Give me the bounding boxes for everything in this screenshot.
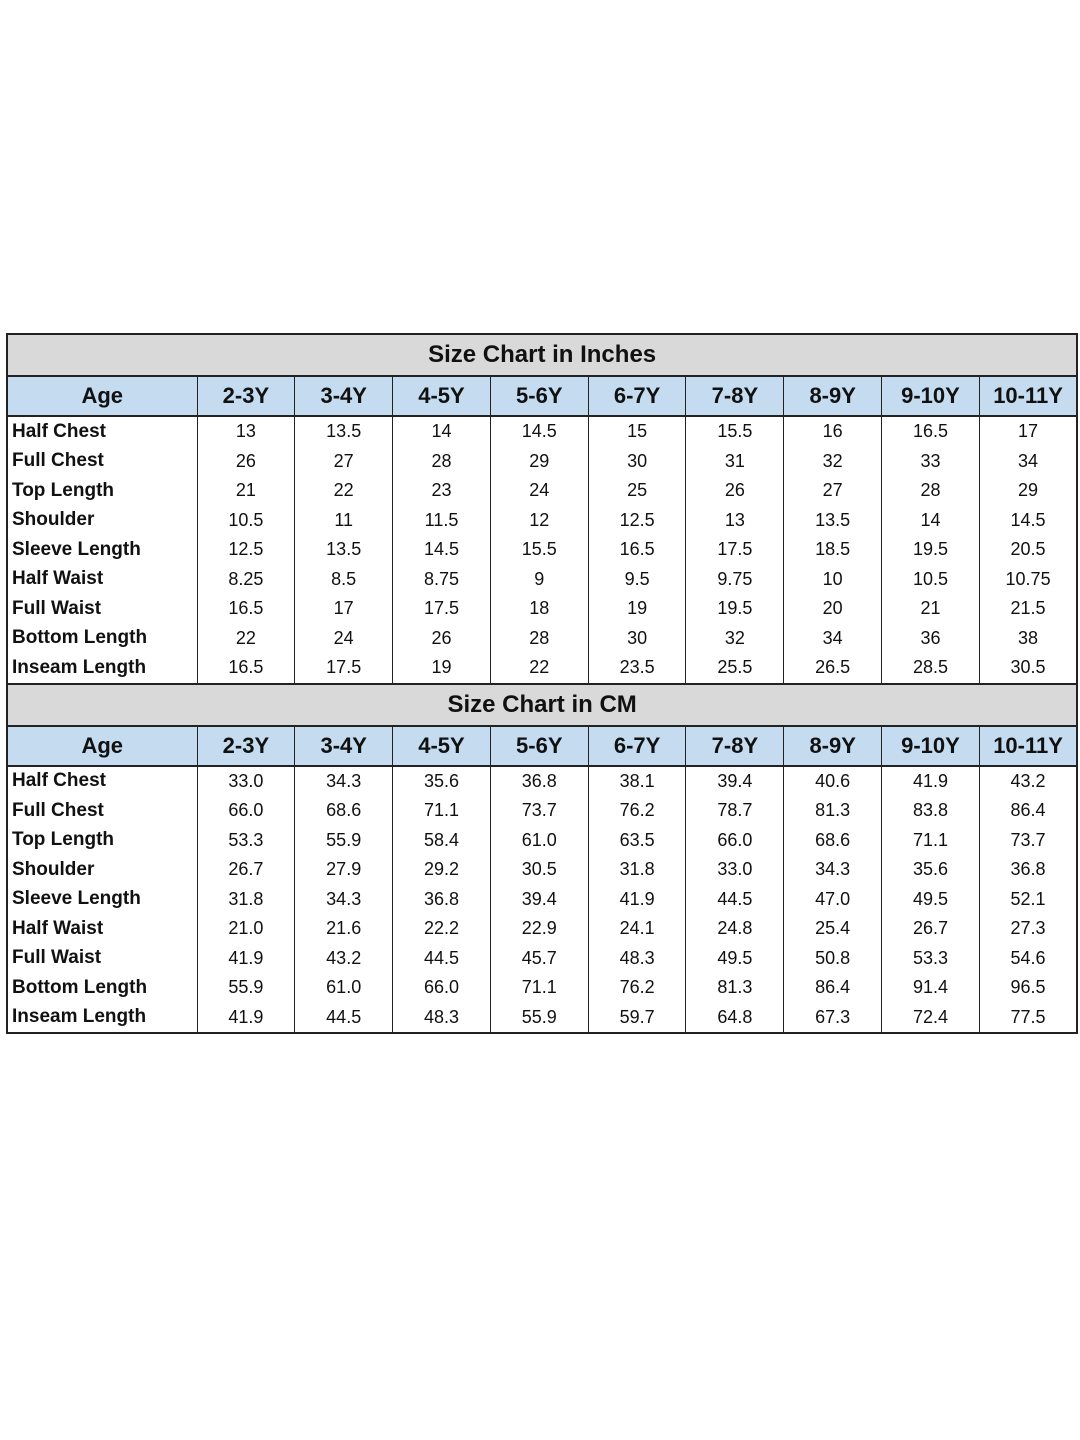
measurement-value: 50.8 — [784, 944, 882, 974]
measurement-value: 32 — [784, 447, 882, 477]
measurement-value: 15.5 — [686, 416, 784, 447]
measurement-value: 28.5 — [882, 653, 980, 684]
measurement-label: Shoulder — [7, 855, 197, 885]
measurement-value: 11.5 — [393, 506, 491, 536]
measurement-value: 8.25 — [197, 565, 295, 595]
table-row — [7, 796, 1077, 826]
measurement-value: 78.7 — [686, 796, 784, 826]
table-row — [7, 506, 1077, 536]
measurement-value: 96.5 — [979, 973, 1077, 1003]
measurement-value: 14.5 — [979, 506, 1077, 536]
measurement-value: 19.5 — [686, 594, 784, 624]
measurement-label: Sleeve Length — [7, 885, 197, 915]
measurement-value: 34 — [784, 624, 882, 654]
size-chart-body — [7, 334, 1077, 1033]
measurement-value: 17 — [979, 416, 1077, 447]
measurement-value: 44.5 — [393, 944, 491, 974]
measurement-value: 16.5 — [588, 535, 686, 565]
table-row — [7, 565, 1077, 595]
measurement-value: 52.1 — [979, 885, 1077, 915]
measurement-value: 17 — [295, 594, 393, 624]
measurement-value: 26.5 — [784, 653, 882, 684]
age-header-cell: 3-4Y — [295, 376, 393, 416]
measurement-value: 55.9 — [295, 826, 393, 856]
measurement-label: Inseam Length — [7, 1003, 197, 1034]
measurement-value: 44.5 — [295, 1003, 393, 1034]
measurement-value: 47.0 — [784, 885, 882, 915]
measurement-value: 9 — [490, 565, 588, 595]
measurement-value: 30.5 — [979, 653, 1077, 684]
measurement-value: 13.5 — [295, 416, 393, 447]
measurement-value: 25 — [588, 476, 686, 506]
age-header-cell: 10-11Y — [979, 726, 1077, 766]
measurement-value: 76.2 — [588, 973, 686, 1003]
measurement-value: 22.2 — [393, 914, 491, 944]
measurement-value: 53.3 — [882, 944, 980, 974]
measurement-value: 16.5 — [882, 416, 980, 447]
measurement-value: 13 — [197, 416, 295, 447]
measurement-value: 49.5 — [686, 944, 784, 974]
measurement-value: 41.9 — [882, 766, 980, 797]
measurement-value: 41.9 — [197, 944, 295, 974]
measurement-value: 59.7 — [588, 1003, 686, 1034]
age-header-cell: 3-4Y — [295, 726, 393, 766]
measurement-value: 61.0 — [490, 826, 588, 856]
age-column-header: Age — [7, 376, 197, 416]
inches-header-row — [7, 376, 1077, 416]
measurement-value: 13.5 — [784, 506, 882, 536]
measurement-value: 33.0 — [686, 855, 784, 885]
measurement-value: 68.6 — [295, 796, 393, 826]
measurement-value: 22 — [197, 624, 295, 654]
measurement-label: Half Waist — [7, 565, 197, 595]
table-row — [7, 447, 1077, 477]
measurement-value: 81.3 — [784, 796, 882, 826]
measurement-value: 40.6 — [784, 766, 882, 797]
measurement-value: 67.3 — [784, 1003, 882, 1034]
measurement-value: 27.3 — [979, 914, 1077, 944]
cm-title-row — [7, 684, 1077, 726]
measurement-value: 8.5 — [295, 565, 393, 595]
measurement-value: 61.0 — [295, 973, 393, 1003]
measurement-label: Bottom Length — [7, 624, 197, 654]
measurement-value: 33 — [882, 447, 980, 477]
measurement-value: 14.5 — [393, 535, 491, 565]
measurement-value: 12.5 — [197, 535, 295, 565]
measurement-value: 21.0 — [197, 914, 295, 944]
measurement-value: 34 — [979, 447, 1077, 477]
measurement-value: 16 — [784, 416, 882, 447]
measurement-value: 16.5 — [197, 594, 295, 624]
measurement-value: 23 — [393, 476, 491, 506]
measurement-value: 28 — [490, 624, 588, 654]
inches-title-row — [7, 334, 1077, 376]
measurement-value: 11 — [295, 506, 393, 536]
measurement-value: 66.0 — [197, 796, 295, 826]
measurement-value: 36.8 — [490, 766, 588, 797]
table-row — [7, 766, 1077, 797]
age-header-cell: 7-8Y — [686, 726, 784, 766]
age-header-cell: 7-8Y — [686, 376, 784, 416]
measurement-label: Full Waist — [7, 944, 197, 974]
age-header-cell: 2-3Y — [197, 726, 295, 766]
measurement-value: 27.9 — [295, 855, 393, 885]
measurement-label: Bottom Length — [7, 973, 197, 1003]
measurement-value: 76.2 — [588, 796, 686, 826]
measurement-value: 26.7 — [882, 914, 980, 944]
measurement-value: 12.5 — [588, 506, 686, 536]
measurement-value: 66.0 — [686, 826, 784, 856]
measurement-value: 91.4 — [882, 973, 980, 1003]
table-row — [7, 973, 1077, 1003]
measurement-value: 27 — [784, 476, 882, 506]
measurement-value: 55.9 — [197, 973, 295, 1003]
measurement-value: 58.4 — [393, 826, 491, 856]
size-chart-table — [6, 333, 1078, 1034]
measurement-value: 64.8 — [686, 1003, 784, 1034]
measurement-value: 22 — [490, 653, 588, 684]
measurement-value: 24 — [295, 624, 393, 654]
measurement-value: 19 — [393, 653, 491, 684]
table-row — [7, 416, 1077, 447]
measurement-value: 41.9 — [197, 1003, 295, 1034]
measurement-label: Half Chest — [7, 766, 197, 797]
measurement-value: 10.75 — [979, 565, 1077, 595]
measurement-value: 13.5 — [295, 535, 393, 565]
measurement-value: 26 — [197, 447, 295, 477]
measurement-value: 81.3 — [686, 973, 784, 1003]
measurement-value: 17.5 — [686, 535, 784, 565]
measurement-value: 19 — [588, 594, 686, 624]
measurement-value: 43.2 — [979, 766, 1077, 797]
measurement-value: 24.8 — [686, 914, 784, 944]
measurement-value: 21.6 — [295, 914, 393, 944]
measurement-value: 36 — [882, 624, 980, 654]
age-header-cell: 5-6Y — [490, 376, 588, 416]
measurement-value: 13 — [686, 506, 784, 536]
measurement-value: 28 — [393, 447, 491, 477]
age-column-header: Age — [7, 726, 197, 766]
table-row — [7, 476, 1077, 506]
measurement-value: 48.3 — [393, 1003, 491, 1034]
measurement-value: 34.3 — [295, 885, 393, 915]
age-header-cell: 4-5Y — [393, 376, 491, 416]
measurement-value: 27 — [295, 447, 393, 477]
measurement-label: Full Chest — [7, 796, 197, 826]
measurement-label: Half Waist — [7, 914, 197, 944]
measurement-value: 22.9 — [490, 914, 588, 944]
measurement-value: 14.5 — [490, 416, 588, 447]
table-row — [7, 535, 1077, 565]
measurement-label: Full Chest — [7, 447, 197, 477]
measurement-value: 41.9 — [588, 885, 686, 915]
measurement-value: 30 — [588, 624, 686, 654]
measurement-value: 10.5 — [882, 565, 980, 595]
measurement-value: 73.7 — [979, 826, 1077, 856]
measurement-value: 36.8 — [393, 885, 491, 915]
measurement-value: 48.3 — [588, 944, 686, 974]
table-row — [7, 826, 1077, 856]
measurement-value: 19.5 — [882, 535, 980, 565]
measurement-value: 45.7 — [490, 944, 588, 974]
measurement-label: Full Waist — [7, 594, 197, 624]
measurement-label: Sleeve Length — [7, 535, 197, 565]
age-header-cell: 10-11Y — [979, 376, 1077, 416]
measurement-value: 38.1 — [588, 766, 686, 797]
measurement-label: Shoulder — [7, 506, 197, 536]
measurement-value: 35.6 — [393, 766, 491, 797]
measurement-value: 12 — [490, 506, 588, 536]
measurement-value: 21 — [197, 476, 295, 506]
age-header-cell: 6-7Y — [588, 376, 686, 416]
measurement-value: 28 — [882, 476, 980, 506]
measurement-value: 30 — [588, 447, 686, 477]
measurement-value: 14 — [882, 506, 980, 536]
measurement-value: 71.1 — [490, 973, 588, 1003]
measurement-value: 55.9 — [490, 1003, 588, 1034]
measurement-value: 29.2 — [393, 855, 491, 885]
measurement-label: Top Length — [7, 476, 197, 506]
measurement-value: 29 — [490, 447, 588, 477]
measurement-value: 26 — [393, 624, 491, 654]
measurement-value: 9.75 — [686, 565, 784, 595]
cm-section-title: Size Chart in CM — [7, 684, 1077, 726]
measurement-value: 35.6 — [882, 855, 980, 885]
measurement-value: 32 — [686, 624, 784, 654]
measurement-label: Half Chest — [7, 416, 197, 447]
measurement-value: 63.5 — [588, 826, 686, 856]
measurement-value: 30.5 — [490, 855, 588, 885]
measurement-value: 14 — [393, 416, 491, 447]
age-header-cell: 4-5Y — [393, 726, 491, 766]
measurement-value: 77.5 — [979, 1003, 1077, 1034]
table-row — [7, 944, 1077, 974]
measurement-value: 20 — [784, 594, 882, 624]
measurement-value: 15.5 — [490, 535, 588, 565]
table-row — [7, 914, 1077, 944]
table-row — [7, 594, 1077, 624]
measurement-value: 25.4 — [784, 914, 882, 944]
age-header-cell: 8-9Y — [784, 726, 882, 766]
measurement-value: 16.5 — [197, 653, 295, 684]
measurement-value: 38 — [979, 624, 1077, 654]
table-row — [7, 885, 1077, 915]
measurement-value: 21 — [882, 594, 980, 624]
measurement-value: 68.6 — [784, 826, 882, 856]
measurement-value: 53.3 — [197, 826, 295, 856]
measurement-value: 17.5 — [393, 594, 491, 624]
measurement-value: 34.3 — [784, 855, 882, 885]
age-header-cell: 5-6Y — [490, 726, 588, 766]
measurement-value: 17.5 — [295, 653, 393, 684]
table-row — [7, 855, 1077, 885]
measurement-value: 36.8 — [979, 855, 1077, 885]
measurement-value: 10 — [784, 565, 882, 595]
measurement-value: 54.6 — [979, 944, 1077, 974]
measurement-value: 43.2 — [295, 944, 393, 974]
measurement-value: 21.5 — [979, 594, 1077, 624]
age-header-cell: 9-10Y — [882, 376, 980, 416]
table-row — [7, 653, 1077, 684]
age-header-cell: 8-9Y — [784, 376, 882, 416]
age-header-cell: 9-10Y — [882, 726, 980, 766]
measurement-value: 8.75 — [393, 565, 491, 595]
measurement-value: 20.5 — [979, 535, 1077, 565]
measurement-value: 29 — [979, 476, 1077, 506]
measurement-value: 71.1 — [882, 826, 980, 856]
inches-section-title: Size Chart in Inches — [7, 334, 1077, 376]
measurement-value: 31 — [686, 447, 784, 477]
measurement-value: 72.4 — [882, 1003, 980, 1034]
measurement-value: 31.8 — [197, 885, 295, 915]
measurement-label: Top Length — [7, 826, 197, 856]
measurement-value: 24.1 — [588, 914, 686, 944]
measurement-value: 15 — [588, 416, 686, 447]
table-row — [7, 1003, 1077, 1034]
measurement-value: 18 — [490, 594, 588, 624]
table-row — [7, 624, 1077, 654]
measurement-value: 39.4 — [686, 766, 784, 797]
measurement-value: 33.0 — [197, 766, 295, 797]
measurement-value: 39.4 — [490, 885, 588, 915]
measurement-label: Inseam Length — [7, 653, 197, 684]
measurement-value: 71.1 — [393, 796, 491, 826]
age-header-cell: 2-3Y — [197, 376, 295, 416]
measurement-value: 49.5 — [882, 885, 980, 915]
measurement-value: 10.5 — [197, 506, 295, 536]
measurement-value: 9.5 — [588, 565, 686, 595]
measurement-value: 26.7 — [197, 855, 295, 885]
measurement-value: 86.4 — [979, 796, 1077, 826]
measurement-value: 25.5 — [686, 653, 784, 684]
measurement-value: 34.3 — [295, 766, 393, 797]
measurement-value: 23.5 — [588, 653, 686, 684]
measurement-value: 26 — [686, 476, 784, 506]
measurement-value: 22 — [295, 476, 393, 506]
cm-header-row — [7, 726, 1077, 766]
measurement-value: 86.4 — [784, 973, 882, 1003]
measurement-value: 73.7 — [490, 796, 588, 826]
age-header-cell: 6-7Y — [588, 726, 686, 766]
measurement-value: 83.8 — [882, 796, 980, 826]
measurement-value: 24 — [490, 476, 588, 506]
measurement-value: 18.5 — [784, 535, 882, 565]
measurement-value: 31.8 — [588, 855, 686, 885]
measurement-value: 66.0 — [393, 973, 491, 1003]
measurement-value: 44.5 — [686, 885, 784, 915]
